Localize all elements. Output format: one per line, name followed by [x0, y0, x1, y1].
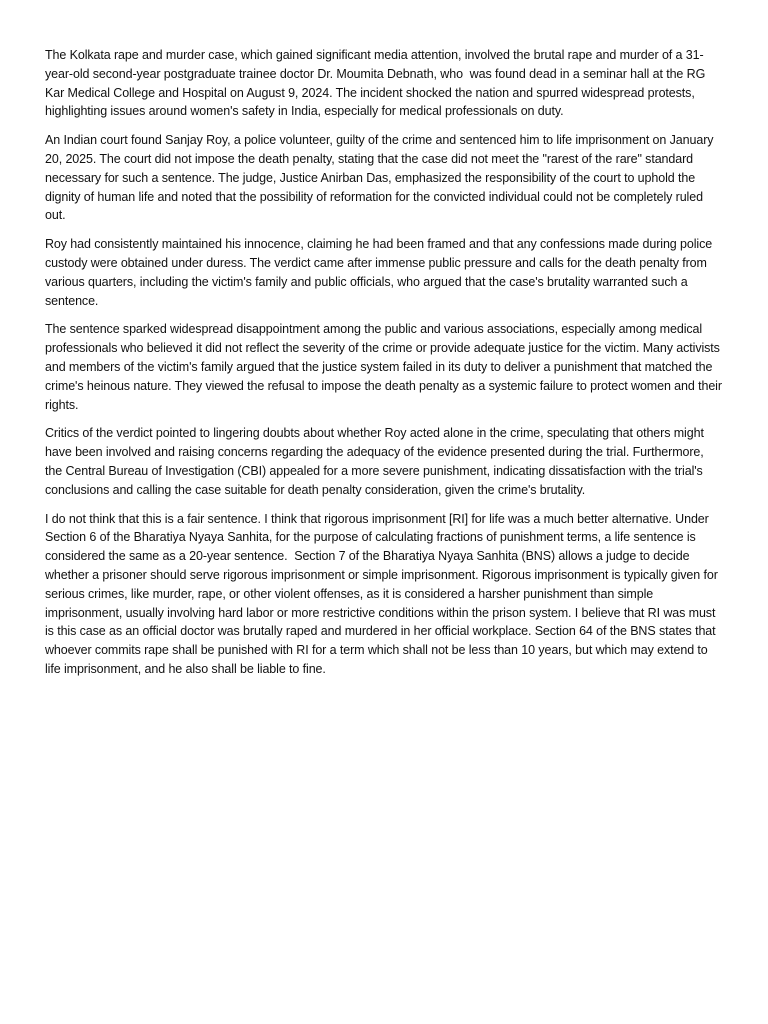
paragraph-public-reaction: The sentence sparked widespread disappointment among the public and various associations, especially among medical professionals who believed it did not reflect the severity of the crime or provide adequate justice for the victim. Many activists and members of the victim's family argued that the justice system failed in its duty to deliver a punishment that matched the crime's heinous nature. They viewed the refusal to impose the death penalty as a systemic failure to protect women and their rights.: [45, 322, 726, 412]
paragraph-critics: Critics of the verdict pointed to lingering doubts about whether Roy acted alone in the crime, speculating that others might have been involved and raising concerns regarding the adequacy of the evidence presented during the trial. Furthermore, the Central Bureau of Investigation (CBI) appealed for a more severe punishment, indicating dissatisfaction with the trial's conclusions and calling the case suitable for death penalty consideration, given the crime's brutality.: [45, 426, 708, 497]
paragraph-opinion: I do not think that this is a fair sentence. I think that rigorous imprisonment [RI] for life was a much better alternative. Under Section 6 of the Bharatiya Nyaya Sanhita, for the purpose of calculating fractions of punishment terms, a life sentence is considered the same as a 20-year sentence. Section 7 of the Bharatiya Nyaya Sanhita (BNS) allows a judge to decide whether a prisoner should serve rigorous imprisonment or simple imprisonment. Rigorous imprisonment is typically given for serious crimes, like murder, rape, or other violent offenses, as it is considered a harsher punishment than simple imprisonment, usually involving hard labor or more restrictive conditions within the prison system. I believe that RI was must is this case as an official doctor was brutally raped and murdered in her official workplace. Section 64 of the BNS states that whoever commits rape shall be punished with RI for a term which shall not be less than 10 years, but which may extend to life imprisonment, and he also shall be liable to fine.: [45, 511, 722, 676]
paragraph-roy-innocence: Roy had consistently maintained his innocence, claiming he had been framed and that any confessions made during police custody were obtained under duress. The verdict came after immense public pressure and calls for the death penalty from various quarters, including the victim's family and public officials, who argued that the case's brutality warranted such a sentence.: [45, 237, 716, 308]
paragraph-case-overview: The Kolkata rape and murder case, which gained significant media attention, involved the brutal rape and murder of a 31-year-old second-year postgraduate trainee doctor Dr. Moumita Debnath, who was found dead in a seminar hall at the RG Kar Medical College and Hospital on August 9, 2024. The incident shocked the nation and spurred widespread protests, highlighting issues around women's safety in India, especially for medical professionals on duty.: [45, 48, 709, 119]
paragraph-court-verdict: An Indian court found Sanjay Roy, a police volunteer, guilty of the crime and sentenced him to life imprisonment on January 20, 2025. The court did not impose the death penalty, stating that the case did not meet the "rarest of the rare" standard necessary for such a sentence. The judge, Justice Anirban Das, emphasized the responsibility of the court to uphold the dignity of human life and noted that the possibility of reformation for the convicted individual could not be completely ruled out.: [45, 133, 717, 223]
